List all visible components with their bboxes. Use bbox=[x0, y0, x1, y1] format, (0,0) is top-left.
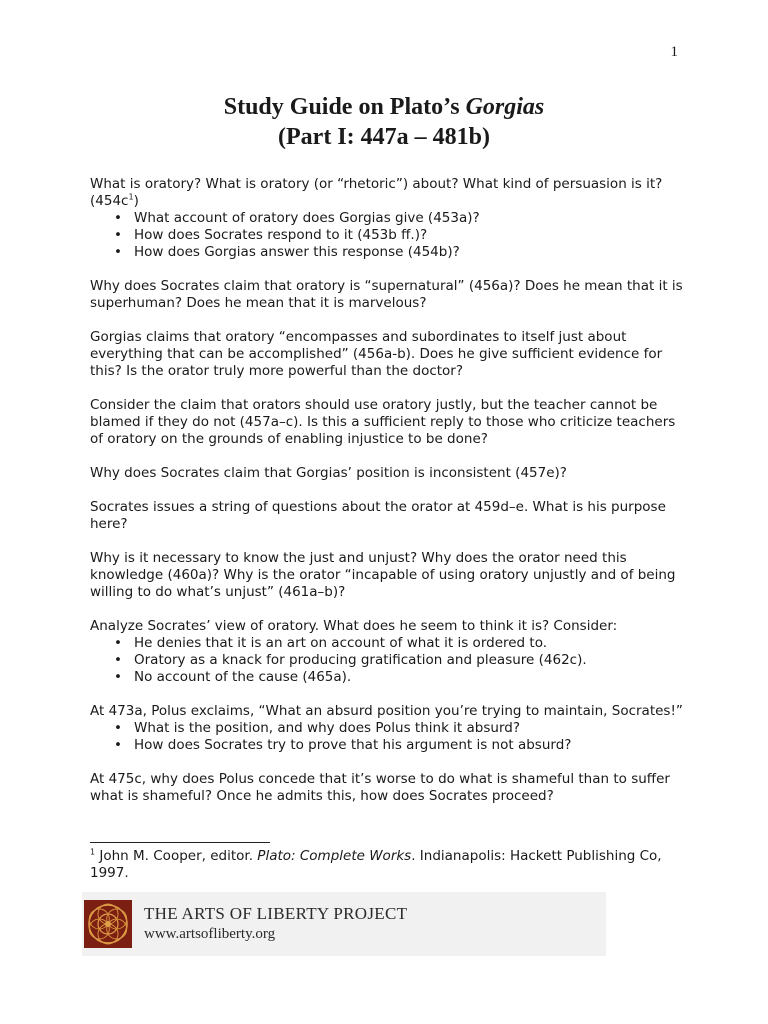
question-block bbox=[90, 397, 690, 448]
list-item: • He denies that it is an art on account of what it is ordered to. bbox=[134, 635, 690, 652]
document-title bbox=[0, 92, 768, 152]
question-block bbox=[90, 771, 690, 805]
question-text: What is oratory? What is oratory (or “rhetoric”) about? What kind of persuasion is it? $(454c^1)$ bbox=[90, 176, 663, 209]
study-guide-content bbox=[90, 176, 690, 822]
list-item: • Oratory as a knack for producing gratification and pleasure (462c). bbox=[134, 652, 690, 669]
banner-url-link[interactable]: www.artsofliberty.org bbox=[144, 926, 276, 942]
title-line-2: (Part I: 447a – 481b) bbox=[278, 124, 490, 150]
page-number: 1 bbox=[670, 44, 678, 60]
footnote-divider bbox=[90, 842, 270, 843]
title-prefix: Study Guide on Plato’s bbox=[223, 94, 466, 120]
title-italic: Gorgias bbox=[465, 94, 545, 120]
question-block bbox=[90, 618, 690, 686]
question-text: Consider the claim that orators should use oratory justly, but the teacher cannot be blamed if they do not (457a–c). Is this a sufficient reply to those who criticize teachers of oratory on the grounds of enabling injustice to be done? bbox=[90, 397, 676, 447]
list-item: • No account of the cause (465a). bbox=[134, 669, 690, 686]
question-block bbox=[90, 499, 690, 533]
list-item: • How does Socrates try to prove that his argument is not absurd? bbox=[134, 737, 690, 754]
footnote-mark: 1 bbox=[90, 847, 96, 857]
question-block bbox=[90, 550, 690, 601]
list-item: • What account of oratory does Gorgias give (453a)? bbox=[134, 210, 690, 227]
question-text: Socrates issues a string of questions about the orator at 459d–e. What is his purpose here? bbox=[90, 499, 666, 532]
question-text: Why does Socrates claim that oratory is “supernatural” (456a)? Does he mean that it is superhuman? Does he mean that it is marvelous? bbox=[90, 278, 683, 311]
question-block bbox=[90, 703, 690, 754]
question-block bbox=[90, 176, 690, 261]
question-text: Why is it necessary to know the just and unjust? Why does the orator need this knowledge (460a)? Why is the orator “incapable of using oratory unjustly and of being willing to do what’s unjust” (461a–b)? bbox=[90, 550, 676, 600]
footnote-reference[interactable]: 1 bbox=[128, 192, 134, 202]
list-item: • What is the position, and why does Polus think it absurd? bbox=[134, 720, 690, 737]
question-block bbox=[90, 278, 690, 312]
list-item: • How does Socrates respond to it (453b ff.)? bbox=[134, 227, 690, 244]
banner-title: THE ARTS OF LIBERTY PROJECT bbox=[144, 904, 408, 923]
bullet-list bbox=[90, 635, 690, 686]
question-text: At 473a, Polus exclaims, “What an absurd position you’re trying to maintain, Socrates!” bbox=[90, 703, 683, 719]
arts-of-liberty-banner[interactable] bbox=[82, 892, 606, 956]
question-block bbox=[90, 465, 690, 482]
title-line-1 bbox=[0, 92, 768, 122]
footnote: $^1$ John M. Cooper, editor. Plato: Complete Works. Indianapolis: Hackett Publishing Co, 1997. bbox=[90, 847, 662, 881]
question-block bbox=[90, 329, 690, 380]
question-text: Analyze Socrates’ view of oratory. What does he seem to think it is? Consider: bbox=[90, 618, 618, 634]
bullet-list bbox=[90, 720, 690, 754]
rosette-logo-icon bbox=[84, 900, 132, 948]
banner-text bbox=[144, 904, 407, 944]
question-text: Gorgias claims that oratory “encompasses and subordinates to itself just about everything that can be accomplished” (456a-b). Does he give sufficient evidence for this? Is the orator truly more powerful than the doctor? bbox=[90, 329, 663, 379]
list-item: • How does Gorgias answer this response (454b)? bbox=[134, 244, 690, 261]
question-text: Why does Socrates claim that Gorgias’ position is inconsistent (457e)? bbox=[90, 465, 567, 481]
bullet-list bbox=[90, 210, 690, 261]
question-text: At 475c, why does Polus concede that it’s worse to do what is shameful than to suffer what is shameful? Once he admits this, how does Socrates proceed? bbox=[90, 771, 670, 804]
footnote-book-title: Plato: Complete Works bbox=[257, 848, 412, 864]
